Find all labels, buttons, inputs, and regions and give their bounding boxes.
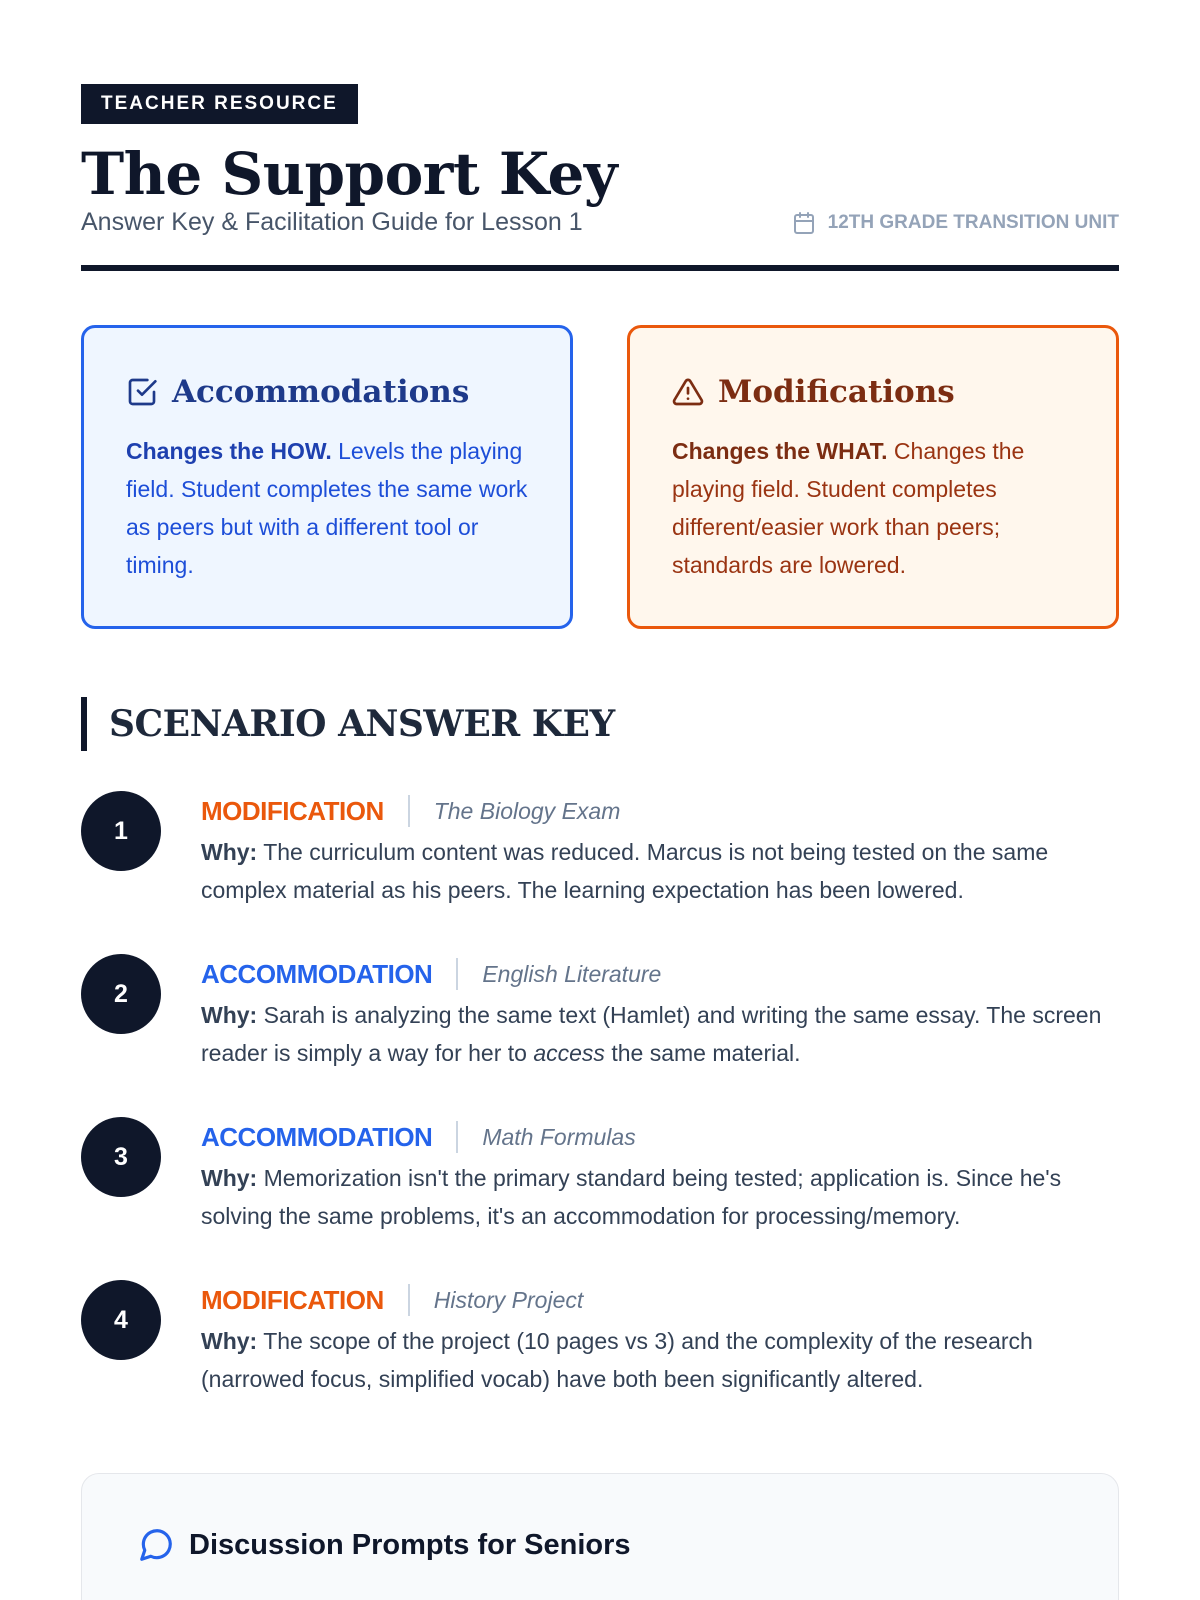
modifications-description — [672, 432, 1074, 584]
section-title: SCENARIO ANSWER KEY — [109, 703, 615, 745]
accommodations-text: Levels the playing field. Student completes the same work as peers but with a different tool or timing. — [126, 438, 528, 578]
scenario-header — [201, 958, 1119, 990]
modifications-card-header — [672, 374, 1074, 410]
scenario-item — [81, 791, 1119, 954]
unit-text: 12TH GRADE TRANSITION UNIT — [827, 211, 1119, 233]
scenario-item — [81, 1280, 1119, 1443]
header — [81, 0, 1119, 271]
resource-tag: TEACHER RESOURCE — [81, 84, 358, 124]
calendar-icon — [792, 211, 816, 235]
scenario-name: History Project — [433, 1286, 584, 1313]
scenario-name: Math Formulas — [482, 1123, 636, 1150]
scenario-name: The Biology Exam — [433, 797, 621, 824]
scenario-verdict: MODIFICATION — [201, 1284, 384, 1315]
divider — [456, 958, 458, 990]
scenario-explanation — [201, 996, 1119, 1072]
why-text: Sarah is analyzing the same text (Hamlet) and writing the same essay. The screen reader is simply a way for her to — [201, 1002, 1102, 1066]
scenario-body — [201, 791, 1119, 954]
header-divider — [81, 265, 1119, 271]
scenario-number: 3 — [81, 1117, 161, 1197]
why-text: Memorization isn't the primary standard being tested; application is. Since he's solving the same problems, it's an accommodation for processing/memory. — [201, 1165, 1062, 1229]
scenario-item — [81, 1117, 1119, 1280]
scenario-header — [201, 1121, 1119, 1153]
scenario-explanation — [201, 1159, 1119, 1235]
subtitle-row — [81, 208, 1119, 237]
scenario-body — [201, 1280, 1119, 1443]
accommodations-lead: Changes the HOW. — [126, 438, 332, 464]
scenario-verdict: ACCOMMODATION — [201, 1121, 433, 1152]
scenario-explanation — [201, 833, 1119, 909]
accommodations-card-header — [126, 374, 528, 410]
page-title: The Support Key — [81, 140, 618, 208]
scenario-number: 1 — [81, 791, 161, 871]
accommodations-title: Accommodations — [172, 374, 470, 410]
scenario-body — [201, 954, 1119, 1117]
scenario-body — [201, 1117, 1119, 1280]
modifications-lead: Changes the WHAT. — [672, 438, 888, 464]
divider — [408, 795, 410, 827]
divider — [456, 1121, 458, 1153]
scenario-number: 2 — [81, 954, 161, 1034]
why-label: Why: — [201, 1002, 258, 1028]
definition-cards — [81, 325, 1119, 629]
why-label: Why: — [201, 1328, 258, 1354]
speech-bubble-icon — [137, 1526, 175, 1564]
divider — [408, 1284, 410, 1316]
scenario-verdict: MODIFICATION — [201, 795, 384, 826]
scenario-header — [201, 795, 1119, 827]
discussion-title: Discussion Prompts for Seniors — [189, 1528, 631, 1561]
why-text: The curriculum content was reduced. Marcus is not being tested on the same complex material as his peers. The learning expectation has been lowered. — [201, 839, 1049, 903]
discussion-panel — [81, 1473, 1119, 1600]
why-text-end: the same material. — [604, 1040, 801, 1066]
scenario-explanation — [201, 1322, 1119, 1398]
scenario-item — [81, 954, 1119, 1117]
why-text: The scope of the project (10 pages vs 3) and the complexity of the research (narrowed focus, simplified vocab) have both been significantly altered. — [201, 1328, 1033, 1392]
discussion-header — [137, 1526, 1063, 1564]
why-emphasis: access — [533, 1040, 605, 1066]
unit-label — [792, 211, 1119, 235]
page-subtitle: Answer Key & Facilitation Guide for Lesson 1 — [81, 208, 583, 236]
why-label: Why: — [201, 839, 258, 865]
modifications-text: Changes the playing field. Student completes different/easier work than peers; standards are lowered. — [672, 438, 1025, 578]
scenario-list — [81, 791, 1119, 1443]
scenario-name: English Literature — [482, 960, 662, 987]
modifications-title: Modifications — [718, 374, 955, 410]
accommodations-card — [81, 325, 573, 629]
why-label: Why: — [201, 1165, 258, 1191]
scenario-header — [201, 1284, 1119, 1316]
accommodations-description — [126, 432, 528, 584]
checkbox-icon — [126, 376, 158, 408]
scenario-verdict: ACCOMMODATION — [201, 958, 433, 989]
scenario-number: 4 — [81, 1280, 161, 1360]
section-heading — [81, 697, 1119, 751]
modifications-card — [627, 325, 1119, 629]
warning-icon — [672, 376, 704, 408]
